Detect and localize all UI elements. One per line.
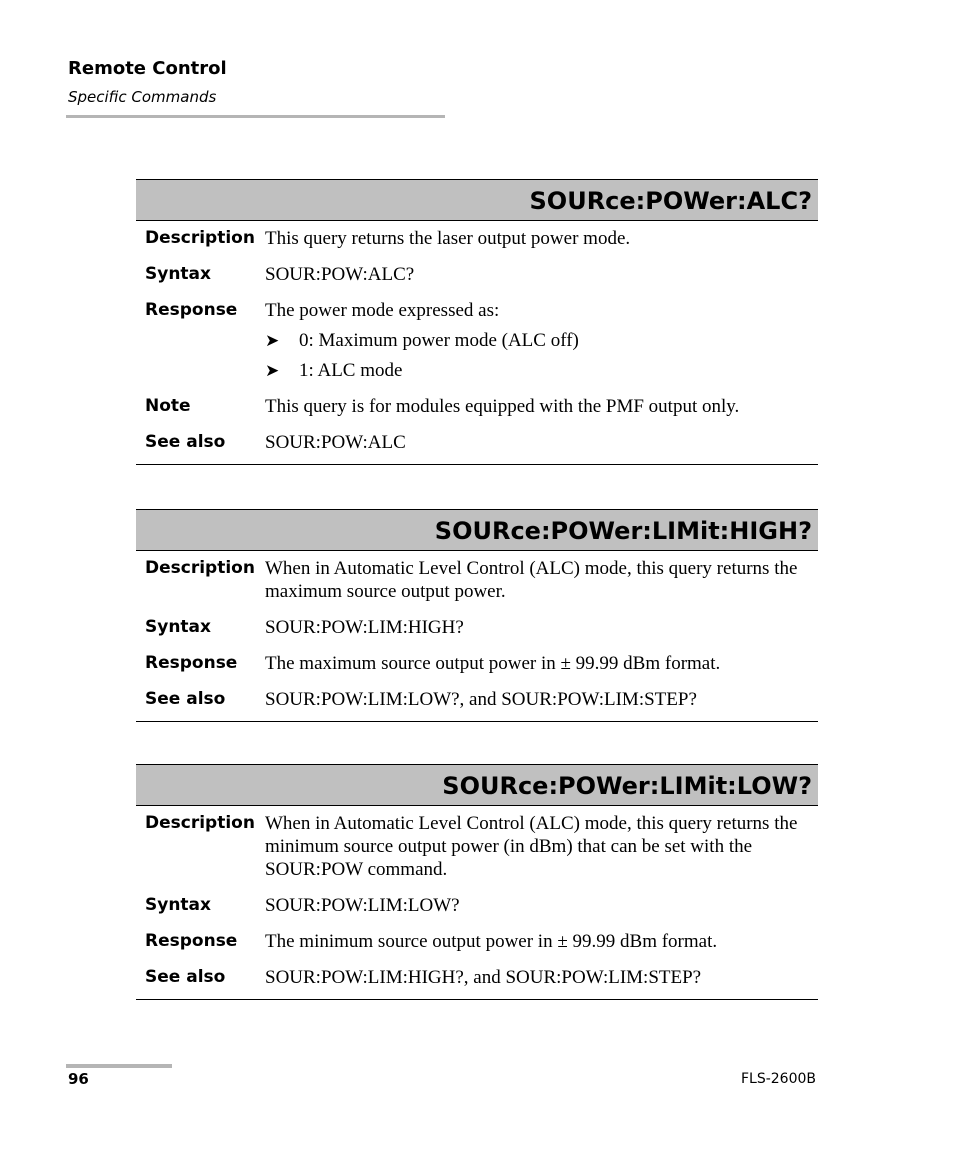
row-label: Syntax xyxy=(145,895,211,915)
row-value-group xyxy=(265,299,818,382)
row-response xyxy=(136,299,818,382)
arrowhead-icon: ➤ xyxy=(265,331,280,350)
row-label: Description xyxy=(145,228,255,248)
row-value: SOUR:POW:ALC? xyxy=(265,264,415,285)
command-body xyxy=(136,221,818,465)
header-rule xyxy=(66,115,445,118)
row-value: The minimum source output power in ± 99.99 dBm format. xyxy=(265,931,718,952)
bullet-item xyxy=(265,359,818,382)
row-value: The maximum source output power in ± 99.99 dBm format. xyxy=(265,653,721,674)
row-value: SOUR:POW:LIM:LOW? xyxy=(265,895,460,916)
row-label: See also xyxy=(145,967,226,987)
row-label: Description xyxy=(145,558,255,578)
arrowhead-icon: ➤ xyxy=(265,361,280,380)
bullet-text: 1: ALC mode xyxy=(299,360,403,381)
command-body xyxy=(136,806,818,1000)
row-label: Response xyxy=(145,931,238,951)
row-description xyxy=(136,227,818,250)
footer-rule xyxy=(66,1064,172,1068)
row-note xyxy=(136,395,818,418)
row-value: When in Automatic Level Control (ALC) mode, this query returns the maximum source output power. xyxy=(265,558,798,602)
command-section-limit-low xyxy=(136,764,818,1000)
row-value: This query returns the laser output power mode. xyxy=(265,228,631,249)
row-see-also xyxy=(136,966,818,989)
row-label: Syntax xyxy=(145,617,211,637)
row-value: The power mode expressed as: xyxy=(265,300,500,321)
row-label: Syntax xyxy=(145,264,211,284)
row-value: SOUR:POW:ALC xyxy=(265,432,406,453)
command-title: SOURce:POWer:ALC? xyxy=(136,179,818,221)
row-label: Response xyxy=(145,300,238,320)
row-value: SOUR:POW:LIM:HIGH? xyxy=(265,617,464,638)
row-syntax xyxy=(136,894,818,917)
row-response xyxy=(136,652,818,675)
command-title: SOURce:POWer:LIMit:LOW? xyxy=(136,764,818,806)
row-label: Response xyxy=(145,653,238,673)
row-label: Description xyxy=(145,813,255,833)
row-description xyxy=(136,557,818,603)
command-body xyxy=(136,551,818,722)
row-label: See also xyxy=(145,432,226,452)
row-label: Note xyxy=(145,396,191,416)
command-title: SOURce:POWer:LIMit:HIGH? xyxy=(136,509,818,551)
product-name: FLS-2600B xyxy=(740,1071,816,1087)
running-header-title: Remote Control xyxy=(68,58,227,79)
page-number: 96 xyxy=(68,1070,89,1088)
row-see-also xyxy=(136,688,818,711)
row-description xyxy=(136,812,818,881)
running-header-subtitle: Specific Commands xyxy=(68,88,217,106)
row-label: See also xyxy=(145,689,226,709)
row-value: SOUR:POW:LIM:LOW?, and SOUR:POW:LIM:STEP? xyxy=(265,689,697,710)
row-see-also xyxy=(136,431,818,454)
bullet-text: 0: Maximum power mode (ALC off) xyxy=(299,330,579,351)
row-syntax xyxy=(136,263,818,286)
row-response xyxy=(136,930,818,953)
command-section-alc xyxy=(136,179,818,465)
row-value: When in Automatic Level Control (ALC) mode, this query returns the minimum source output power (in dBm) that can be set with the SOUR:POW command. xyxy=(265,813,798,880)
row-value: This query is for modules equipped with the PMF output only. xyxy=(265,396,740,417)
bullet-item xyxy=(265,329,818,352)
row-value: SOUR:POW:LIM:HIGH?, and SOUR:POW:LIM:STEP? xyxy=(265,967,702,988)
command-section-limit-high xyxy=(136,509,818,722)
row-syntax xyxy=(136,616,818,639)
